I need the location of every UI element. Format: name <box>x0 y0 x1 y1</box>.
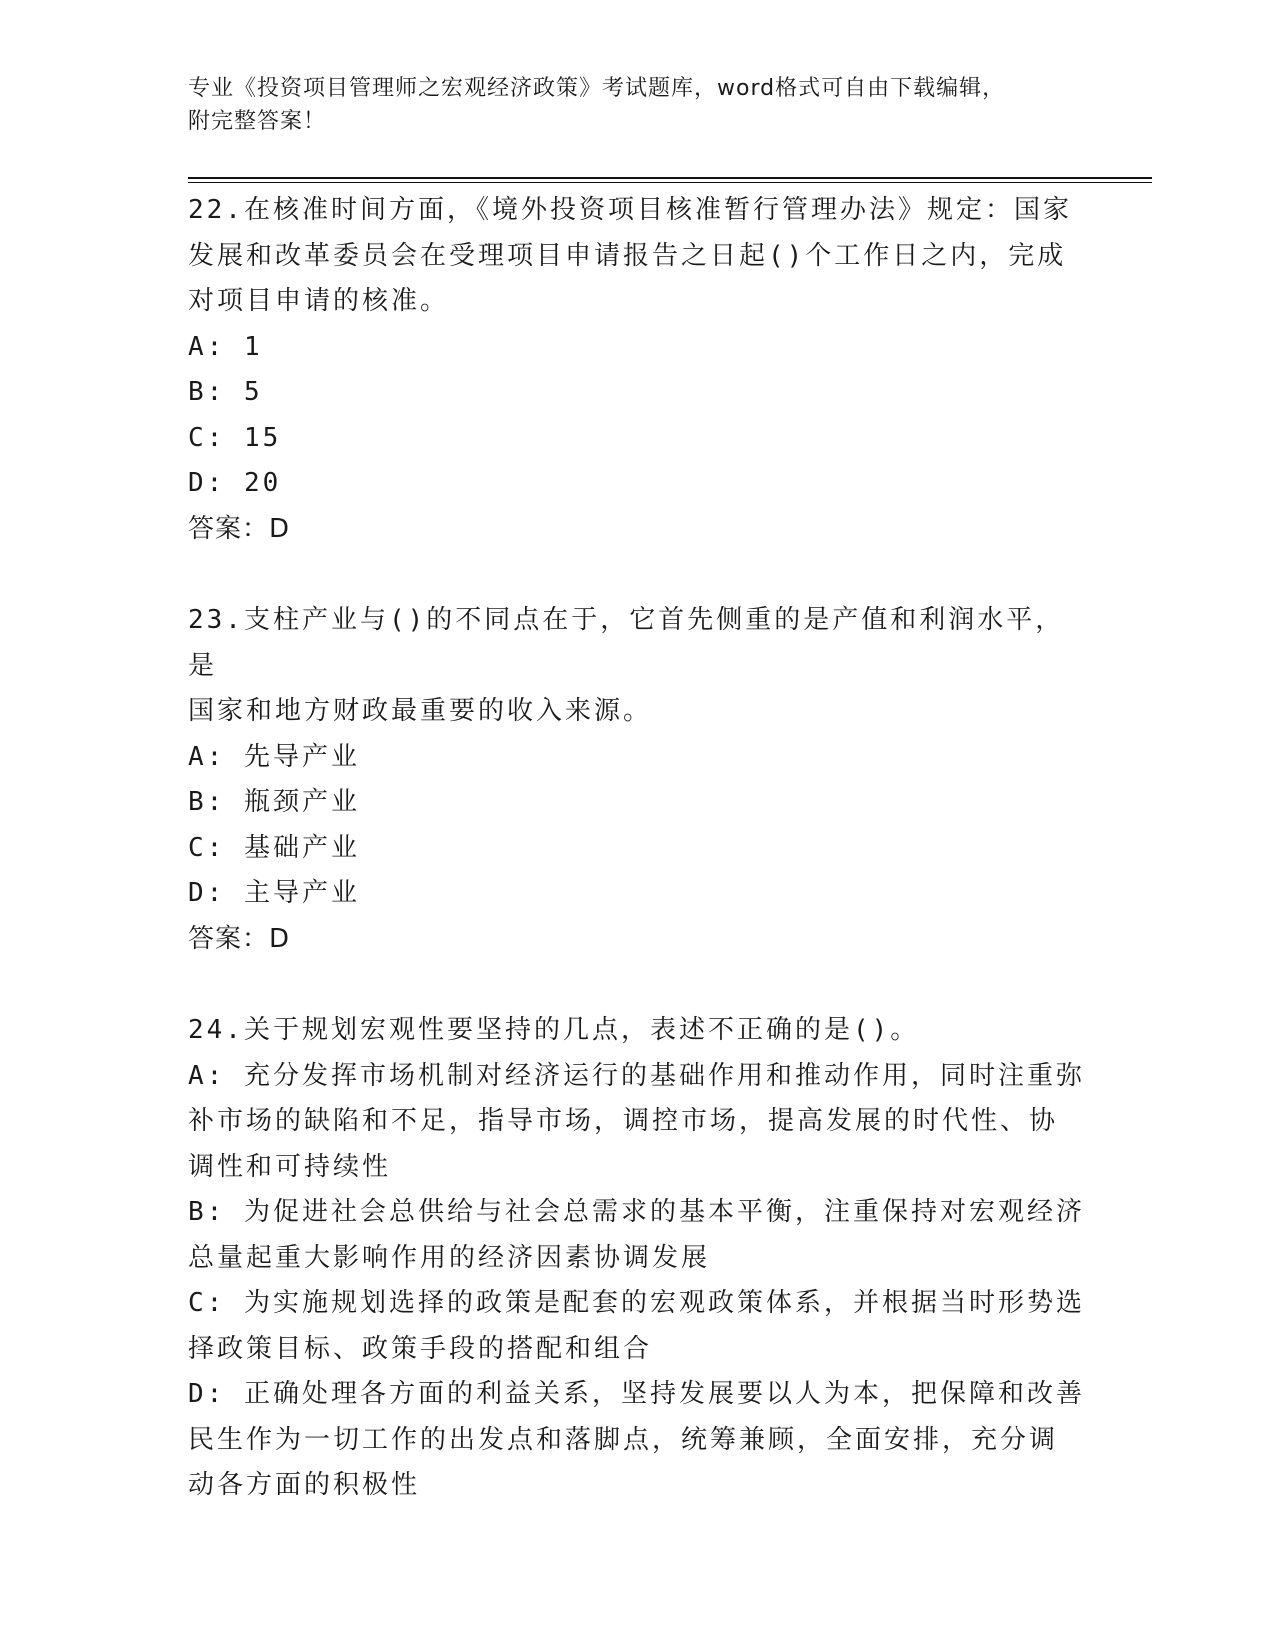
header-rule-thick <box>188 177 1152 179</box>
option-d-line: 民生作为一切工作的出发点和落脚点，统筹兼顾，全面安排，充分调 <box>188 1424 1059 1455</box>
header-rule-thin <box>188 182 1152 183</box>
option-b: B: 5 <box>188 377 263 407</box>
option-d-line: D: 正确处理各方面的利益关系，坚持发展要以人为本，把保障和改善 <box>188 1379 1085 1409</box>
option-d: D: 主导产业 <box>188 878 360 908</box>
question-stem-line: 22.在核准时间方面，《境外投资项目核准暂行管理办法》规定：国家 <box>188 195 1072 225</box>
question-stem-line: 24.关于规划宏观性要坚持的几点，表述不正确的是()。 <box>188 1015 920 1045</box>
option-d: D: 20 <box>188 468 282 498</box>
question-24 <box>188 1008 1088 1509</box>
option-a-line: A: 充分发挥市场机制对经济运行的基础作用和推动作用，同时注重弥 <box>188 1060 1085 1091</box>
header-line-1: 专业《投资项目管理师之宏观经济政策》考试题库，word格式可自由下载编辑， <box>188 76 1006 101</box>
question-stem-line: 23.支柱产业与()的不同点在于，它首先侧重的是产值和利润水平，是 <box>188 605 1065 681</box>
question-stem-line: 发展和改革委员会在受理项目申请报告之日起()个工作日之内，完成 <box>188 240 1067 271</box>
option-b: B: 瓶颈产业 <box>188 787 360 817</box>
option-a: A: 先导产业 <box>188 741 360 772</box>
option-a-line: 补市场的缺陷和不足，指导市场，调控市场，提高发展的时代性、协 <box>188 1106 1059 1136</box>
option-c: C: 15 <box>188 422 282 453</box>
option-c-line: 择政策目标、政策手段的搭配和组合 <box>188 1333 653 1364</box>
option-a: A: 1 <box>188 331 263 362</box>
option-a-line: 调性和可持续性 <box>188 1151 392 1182</box>
question-23 <box>188 598 1088 962</box>
document-header <box>188 72 1088 138</box>
question-stem-line: 国家和地方财政最重要的收入来源。 <box>188 696 653 726</box>
option-c-line: C: 为实施规划选择的政策是配套的宏观政策体系，并根据当时形势选 <box>188 1288 1085 1318</box>
question-list <box>188 188 1088 1509</box>
option-b-line: 总量起重大影响作用的经济因素协调发展 <box>188 1242 711 1273</box>
option-c: C: 基础产业 <box>188 832 360 863</box>
question-22 <box>188 188 1088 552</box>
answer-label: 答案：D <box>188 513 291 544</box>
answer-label: 答案：D <box>188 923 291 954</box>
header-line-2: 附完整答案！ <box>188 109 327 134</box>
option-d-line: 动各方面的积极性 <box>188 1470 421 1500</box>
question-stem-line: 对项目申请的核准。 <box>188 286 450 316</box>
option-b-line: B: 为促进社会总供给与社会总需求的基本平衡，注重保持对宏观经济 <box>188 1197 1085 1227</box>
